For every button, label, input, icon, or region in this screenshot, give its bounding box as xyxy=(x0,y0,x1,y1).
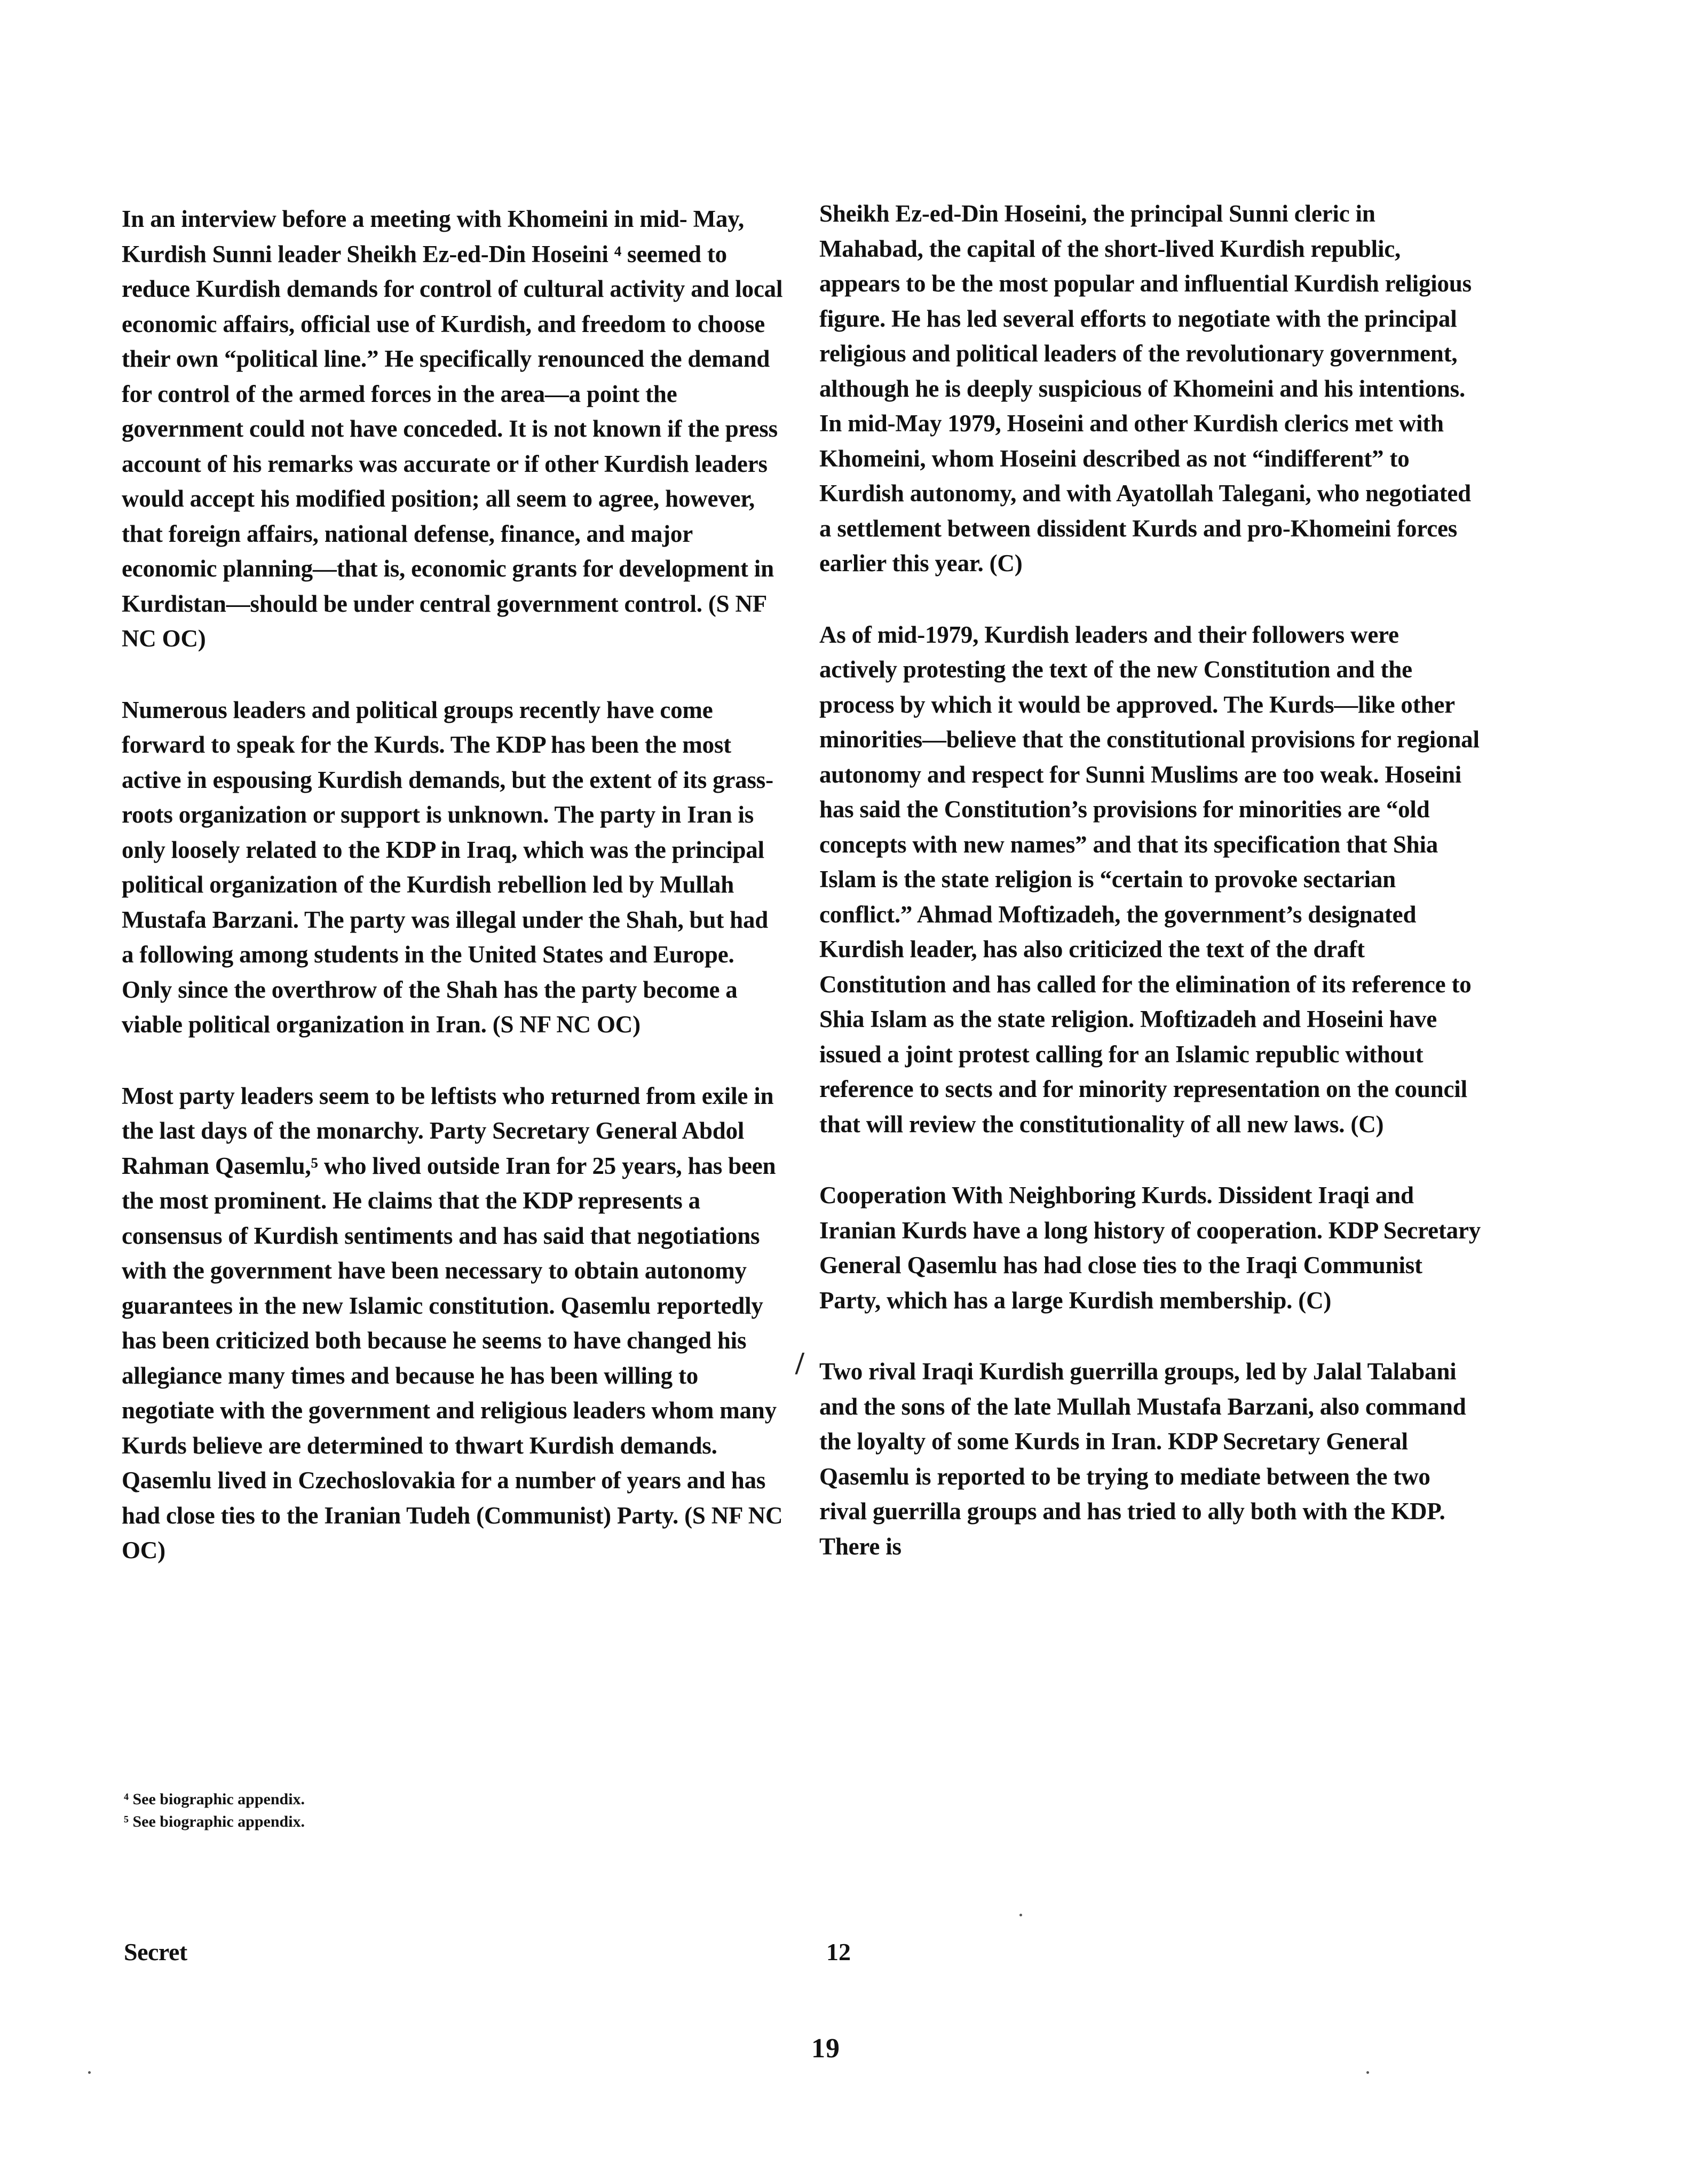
left-column xyxy=(122,202,784,1605)
footnote: ⁴ See biographic appendix. xyxy=(124,1790,305,1808)
body-paragraph: Two rival Iraqi Kurdish guerrilla groups, led by Jalal Talabani and the sons of the late Mullah Mustafa Barzani, also command the loyalty of some Kurds in Iran. KDP Secretary General Qasemlu is reported to be trying to mediate between the two rival guerrilla groups and has tried to ally both with the KDP. There is xyxy=(819,1358,1466,1560)
body-paragraph: Numerous leaders and political groups recently have come forward to speak for the Kurds. The KDP has been the most active in espousing Kurdish demands, but the extent of its grass-roots organization or support is unknown. The party in Iran is only loosely related to the KDP in Iraq, which was the principal political organization of the Kurdish rebellion led by Mullah Mustafa Barzani. The party was illegal under the Shah, but had a following among students in the United States and Europe. Only since the overthrow of the Shah has the party become a viable political organization in Iran. (S NF NC OC) xyxy=(122,696,773,1038)
scan-speck xyxy=(1019,1914,1022,1916)
right-column xyxy=(819,196,1481,1600)
section-body: Dissident Iraqi and Iranian Kurds have a long history of cooperation. KDP Secretary General Qasemlu has had close ties to the Iraqi Communist Party, which has a large Kurdish membership. (C) xyxy=(819,1182,1481,1314)
page-number: 12 xyxy=(826,1938,851,1965)
footnotes xyxy=(124,1788,764,1833)
classification-marking: Secret xyxy=(124,1938,187,1965)
body-paragraph: As of mid-1979, Kurdish leaders and their followers were actively protesting the text of the new Constitution and the process by which it would be approved. The Kurds—like other minorities—believe that the constitutional provisions for regional autonomy and respect for Sunni Muslims are too weak. Hoseini has said the Constitution’s provisions for minorities are “old concepts with new names” and that its specification that Shia Islam is the state religion is “certain to provoke sectarian conflict.” Ahmad Moftizadeh, the government’s designated Kurdish leader, has also criticized the text of the draft Constitution and has called for the elimination of its reference to Shia Islam as the state religion. Moftizadeh and Hoseini have issued a joint protest calling for an Islamic republic without reference to sects and for minority representation on the council that will review the constitutionality of all new laws. (C) xyxy=(819,621,1480,1138)
archive-stamp-number: 19 xyxy=(811,2033,840,2064)
section-paragraph xyxy=(819,1178,1481,1318)
margin-check-mark: / xyxy=(795,1346,804,1381)
section-heading: Cooperation With Neighboring Kurds. xyxy=(819,1182,1213,1209)
footnote: ⁵ See biographic appendix. xyxy=(124,1813,305,1830)
body-paragraph: Sheikh Ez-ed-Din Hoseini, the principal Sunni cleric in Mahabad, the capital of the short-lived Kurdish republic, appears to be the most popular and influential Kurdish religious figure. He has led several efforts to negotiate with the principal religious and political leaders of the revolutionary government, although he is deeply suspicious of Khomeini and his intentions. In mid-May 1979, Hoseini and other Kurdish clerics met with Khomeini, whom Hoseini described as not “indifferent” to Kurdish autonomy, and with Ayatollah Talegani, who negotiated a settlement between dissident Kurds and pro-Khomeini forces earlier this year. (C) xyxy=(819,200,1472,577)
body-paragraph: In an interview before a meeting with Khomeini in mid- May, Kurdish Sunni leader Sheikh Ez-ed-Din Hoseini ⁴ seemed to reduce Kurdish demands for control of cultural activity and local economic affairs, official use of Kurdish, and freedom to choose their own “political line.” He specifically renounced the demand for control of the armed forces in the area—a point the government could not have conceded. It is not known if the press account of his remarks was accurate or if other Kurdish leaders would accept his modified position; all seem to agree, however, that foreign affairs, national defense, finance, and major economic planning—that is, economic grants for development in Kurdistan—should be under central government control. (S NF NC OC) xyxy=(122,206,783,652)
scan-speck xyxy=(1366,2071,1369,2074)
scan-speck xyxy=(88,2071,91,2074)
body-paragraph: Most party leaders seem to be leftists who returned from exile in the last days of the monarchy. Party Secretary General Abdol Rahman Qasemlu,⁵ who lived outside Iran for 25 years, has been the most prominent. He claims that the KDP represents a consensus of Kurdish sentiments and has said that negotiations with the government have been necessary to obtain autonomy guarantees in the new Islamic constitution. Qasemlu reportedly has been criticized both because he seems to have changed his allegiance many times and because he has been willing to negotiate with the government and religious leaders whom many Kurds believe are determined to thwart Kurdish demands. Qasemlu lived in Czechoslovakia for a number of years and has had close ties to the Iranian Tudeh (Communist) Party. (S NF NC OC) xyxy=(122,1082,783,1564)
